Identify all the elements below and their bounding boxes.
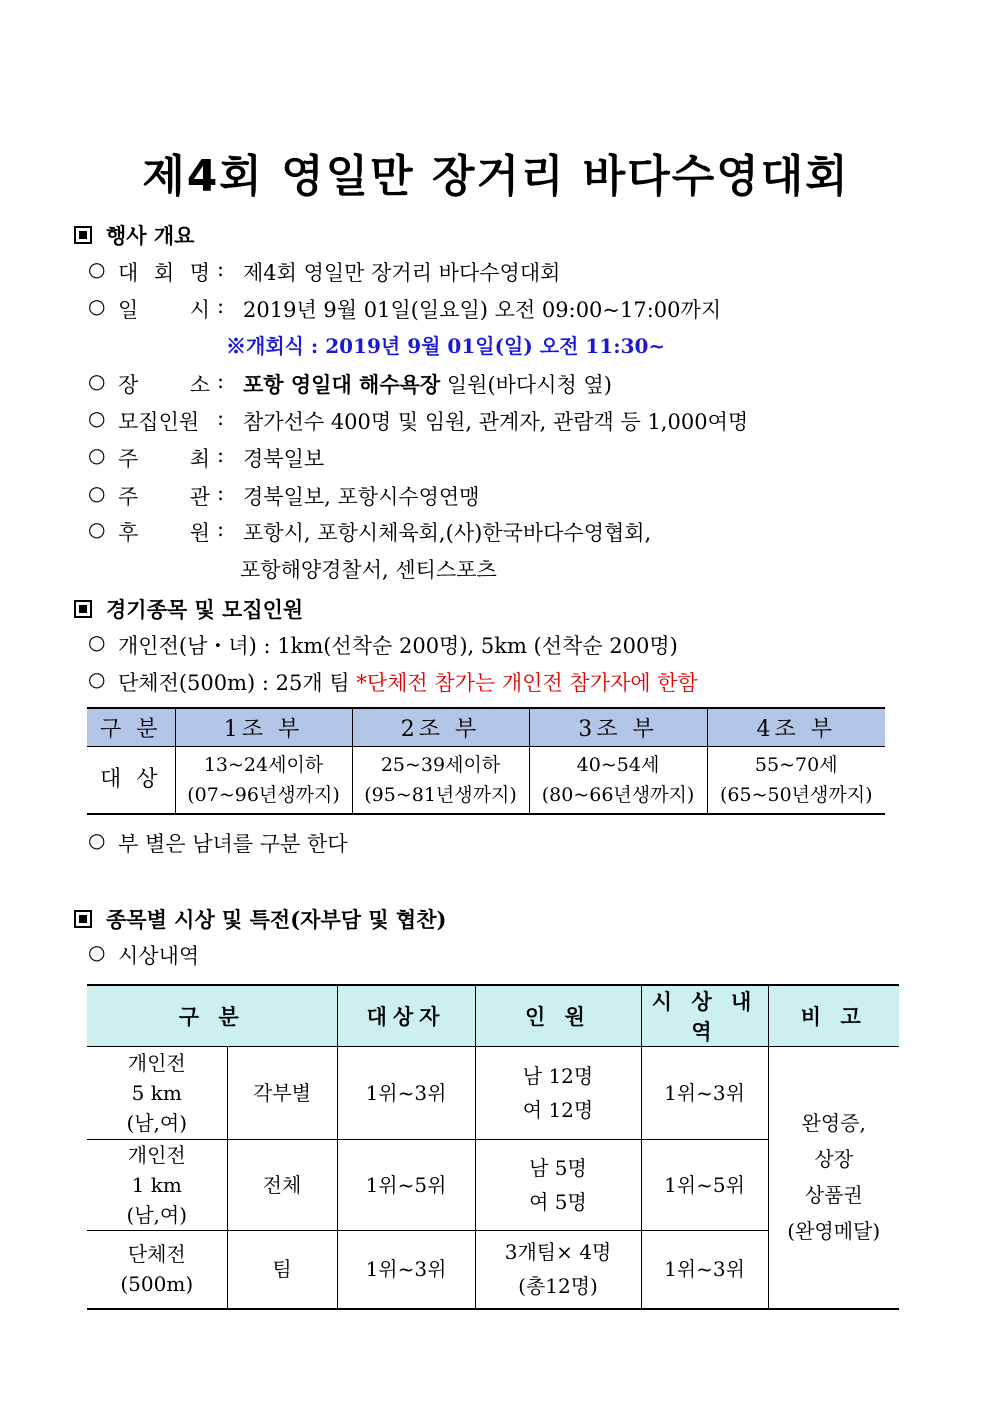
awards-header-note: 비 고 (768, 985, 899, 1047)
event-team-note: *단체전 참가는 개인전 참가자에 한함 (356, 671, 698, 695)
circle-bullet-icon: ○ (88, 828, 106, 852)
age-cell-group2: 25~39세이하 (95~81년생까지) (352, 747, 529, 815)
awards-header-count: 인 원 (475, 985, 641, 1047)
age-table-header-row (87, 708, 885, 747)
event-individual-text: 개인전(남・녀) : 1km(선착순 200명), 5km (선착순 200명) (118, 634, 678, 658)
age-cell-group4: 55~70세 (65~50년생까지) (707, 747, 885, 815)
age-header-group3: 3조 부 (529, 708, 707, 747)
awards-table (87, 984, 899, 1310)
circle-bullet-icon: ○ (88, 481, 106, 505)
event-team-text: 단체전(500m) : 25개 팀 (118, 671, 357, 695)
award-group: 각부별 (227, 1047, 337, 1140)
award-prize: 1위~3위 (641, 1231, 768, 1309)
label-date: 일 시 (118, 298, 210, 322)
award-target: 1위~3위 (337, 1047, 475, 1140)
label-organizer: 주 관 (118, 485, 210, 509)
age-table-row (87, 747, 885, 815)
label-host: 주 최 (118, 447, 210, 471)
value-sponsor: 포항시, 포항시체육회,(사)한국바다수영협회, (243, 521, 652, 545)
age-cell-group3: 40~54세 (80~66년생까지) (529, 747, 707, 815)
circle-bullet-icon: ○ (88, 406, 106, 430)
overview-place-row: ○ 장 소 : 포항 영일대 해수욕장 일원(바다시청 옆) (88, 369, 612, 397)
label-place: 장 소 (118, 373, 210, 397)
label-sponsor: 후 원 (118, 521, 210, 545)
circle-bullet-icon: ○ (88, 630, 106, 654)
opening-ceremony-note: ※개회식 : 2019년 9월 01일(일) 오전 11:30~ (226, 334, 666, 358)
checkbox-square-icon (74, 226, 92, 244)
page-title: 제4회 영일만 장거리 바다수영대회 (142, 151, 850, 202)
table-row (87, 1047, 899, 1140)
awards-sub-title: 시상내역 (118, 944, 200, 968)
value-place: 포항 영일대 해수욕장 일원(바다시청 옆) (243, 372, 612, 397)
award-note: 완영증, 상장 상품권 (완영메달) (768, 1047, 899, 1309)
division-note-row (0, 828, 992, 858)
age-header-group4: 4조 부 (707, 708, 885, 747)
awards-header-target: 대상자 (337, 985, 475, 1047)
award-count: 남 12명 여 12명 (475, 1047, 641, 1140)
label-name: 대 회 명 (118, 261, 210, 285)
award-target: 1위~5위 (337, 1140, 475, 1231)
award-event: 개인전 1 km (남,여) (87, 1140, 227, 1231)
section-events-heading (74, 594, 303, 624)
award-prize: 1위~5위 (641, 1140, 768, 1231)
age-group-table (87, 707, 885, 815)
award-group: 팀 (227, 1231, 337, 1309)
age-row-label: 대 상 (100, 767, 162, 792)
age-header-group1: 1조 부 (175, 708, 352, 747)
circle-bullet-icon: ○ (88, 369, 106, 393)
division-note: 부 별은 남녀를 구분 한다 (118, 832, 348, 856)
awards-header-row (87, 985, 899, 1047)
overview-date-row: ○ 일 시 : 2019년 9월 01일(일요일) 오전 09:00~17:00까지 (88, 294, 722, 322)
award-count: 남 5명 여 5명 (475, 1140, 641, 1231)
event-team-row (0, 667, 992, 697)
award-target: 1위~3위 (337, 1231, 475, 1309)
value-sponsor-line2: 포항해양경찰서, 센티스포츠 (240, 558, 497, 582)
overview-name-row: ○ 대 회 명 : 제4회 영일만 장거리 바다수영대회 (88, 257, 561, 285)
value-organizer: 경북일보, 포항시수영연맹 (243, 485, 480, 509)
award-group: 전체 (227, 1140, 337, 1231)
section-awards-title: 종목별 시상 및 특전(자부담 및 협찬) (106, 907, 447, 932)
checkbox-square-icon (74, 910, 92, 928)
awards-header-prize: 시 상 내 역 (641, 985, 768, 1047)
award-count: 3개팀× 4명 (총12명) (475, 1231, 641, 1309)
label-recruit: 모집인원 (118, 410, 200, 434)
age-header-division: 구 분 (87, 708, 175, 747)
value-name: 제4회 영일만 장거리 바다수영대회 (243, 261, 561, 285)
age-header-group2: 2조 부 (352, 708, 529, 747)
section-overview-heading (74, 220, 194, 250)
value-recruit: 참가선수 400명 및 임원, 관계자, 관람객 등 1,000여명 (243, 410, 749, 434)
overview-host-row: ○ 주 최 : 경북일보 (88, 443, 325, 471)
section-awards-heading (74, 904, 446, 934)
section-events-title: 경기종목 및 모집인원 (106, 597, 304, 622)
circle-bullet-icon: ○ (88, 294, 106, 318)
circle-bullet-icon: ○ (88, 940, 106, 964)
circle-bullet-icon: ○ (88, 667, 106, 691)
overview-organizer-row: ○ 주 관 : 경북일보, 포항시수영연맹 (88, 481, 480, 509)
award-event: 단체전 (500m) (87, 1231, 227, 1309)
overview-recruit-row: ○ 모집인원 : 참가선수 400명 및 임원, 관계자, 관람객 등 1,000여명 (88, 406, 749, 434)
circle-bullet-icon: ○ (88, 257, 106, 281)
value-date: 2019년 9월 01일(일요일) 오전 09:00~17:00까지 (243, 298, 722, 322)
event-individual-row (0, 630, 992, 660)
award-prize: 1위~3위 (641, 1047, 768, 1140)
age-cell-group1: 13~24세이하 (07~96년생까지) (175, 747, 352, 815)
value-host: 경북일보 (243, 447, 325, 471)
awards-header-division: 구 분 (87, 985, 337, 1047)
circle-bullet-icon: ○ (88, 517, 106, 541)
awards-sub-row (0, 940, 992, 970)
overview-sponsor-row: ○ 후 원 : 포항시, 포항시체육회,(사)한국바다수영협회, (88, 517, 652, 545)
section-overview-title: 행사 개요 (106, 223, 195, 248)
award-event: 개인전 5 km (남,여) (87, 1047, 227, 1140)
checkbox-square-icon (74, 600, 92, 618)
circle-bullet-icon: ○ (88, 443, 106, 467)
